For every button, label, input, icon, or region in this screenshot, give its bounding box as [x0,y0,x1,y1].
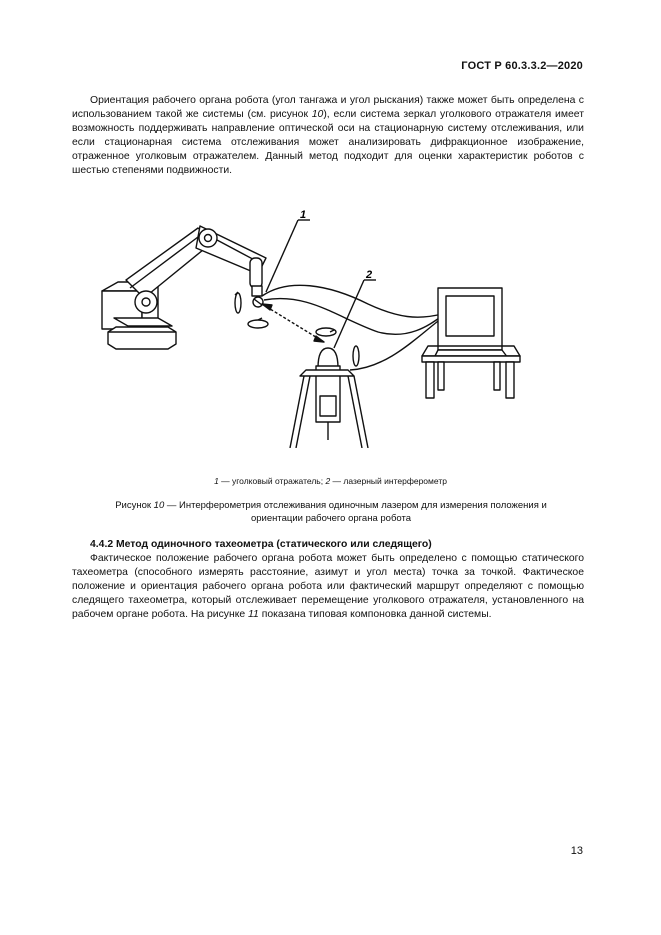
computer-workstation [422,288,520,398]
figure-legend [0,476,661,486]
section-text-post: показана типовая компоновка данной системы. [258,609,492,620]
figure-caption [110,500,552,525]
figure-10-illustration [98,208,528,448]
page-number: 13 [570,845,583,857]
legend-num-1: 1 [214,476,219,486]
intro-paragraph [72,94,584,178]
caption-prefix: Рисунок [115,500,154,511]
figure-label-1: 1 [300,209,307,221]
laser-interferometer [290,328,368,448]
legend-text-1: — уголковый отражатель; [218,476,326,486]
para1-text-post: ), если система зеркал уголкового отражателя имеет возможность поддерживать направление оптической оси на стационарную систему отслеживания, или если стационарная система отслеживания может анализировать дифракционное изображение, отраженное уголковым отражателем. Данный метод подходит для оценки характеристик роботов с шестью степенями подвижности. [72,109,584,176]
para1-text-pre: Ориентация рабочего органа робота (угол тангажа и угол рыскания) также может быть определена с использованием такой же системы (см. рисунок [72,95,584,120]
legend-text-2: — лазерный интерферометр [330,476,447,486]
section-heading: 4.4.2 Метод одиночного тахеометра (статического или следящего) [90,539,432,550]
caption-number: 10 [153,500,165,511]
para1-figure-ref: 10 [311,109,324,120]
legend-num-2: 2 [325,476,331,486]
figure-drawing [98,208,528,448]
figure-label-2: 2 [366,269,373,281]
caption-text: — Интерферометрия отслеживания одиночным лазером для измерения положения и ориентации рабочего органа робота [164,500,547,524]
section-figure-ref: 11 [248,609,259,620]
robot-upper-arm [196,226,266,296]
section-text-pre: Фактическое положение рабочего органа робота может быть определено с помощью статического тахеометра (способного измерять расстояние, азимут и угол места) точка за точкой. Фактическое положение и ориентация рабочего органа робота или фактический маршрут определяют с помощью следящего тахеометра, который отслеживает перемещение уголкового отражателя, установленного на рабочем органе робота. На рисунке [72,553,584,620]
section-paragraph [72,552,584,622]
document-header: ГОСТ Р 60.3.3.2—2020 [461,60,583,72]
corner-reflector [235,292,268,328]
